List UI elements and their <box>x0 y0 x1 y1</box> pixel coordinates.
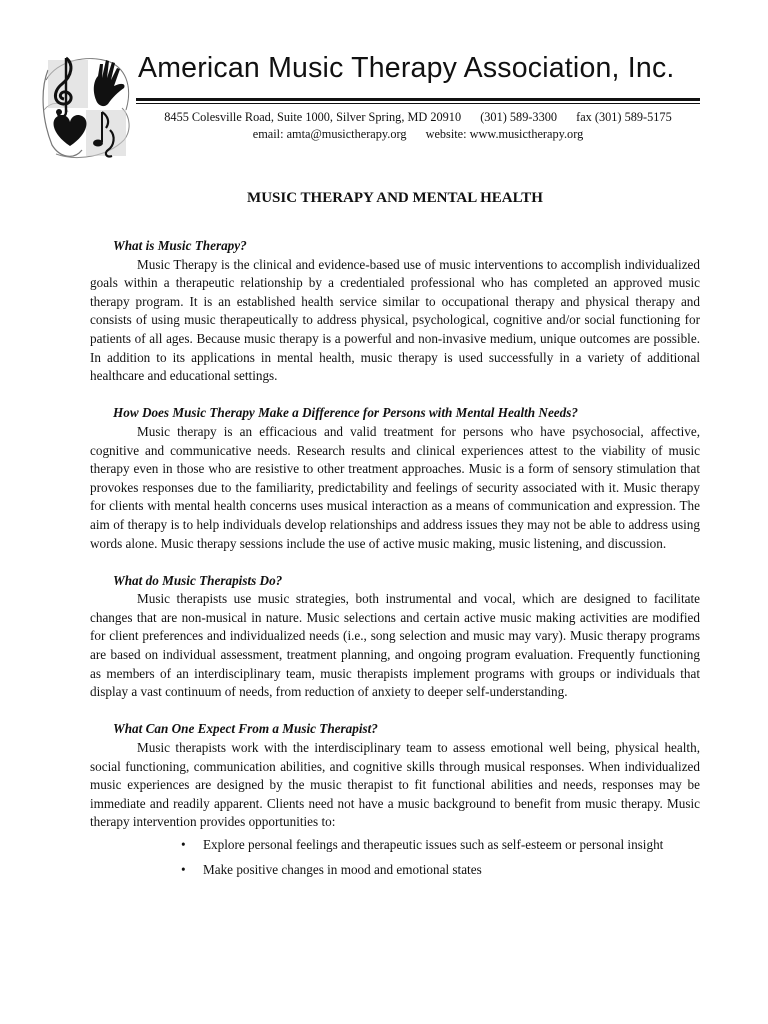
phone-number: (301) 589-3300 <box>480 110 558 124</box>
section-paragraph: Music therapists use music strategies, both instrumental and vocal, which are designed to facilitate changes that are non-musical in nature. Music selections and certain active music making activities are modified for client preferences and individualized needs (i.e., song selection and music may vary). Music therapy programs are based on individual assessment, treatment planning, and ongoing program evaluation. Frequently functioning as members of an interdisciplinary team, music therapists implement programs with groups or individuals that display a vast continuum of needs, from reduction of anxiety to deeper self-understanding. <box>90 591 700 700</box>
section-heading: What is Music Therapy? <box>113 238 247 253</box>
document-title: MUSIC THERAPY AND MENTAL HEALTH <box>247 190 543 206</box>
section-paragraph: Music Therapy is the clinical and evidence-based use of music interventions to accomplish individualized goals within a therapeutic relationship by a credentialed professional who has completed an approved music therapy program. It is an established health service similar to occupational therapy and physical therapy and consists of using music therapeutically to address physical, psychological, cognitive and/or social functioning for patients of all ages. Because music therapy is a powerful and non-invasive medium, unique outcomes are possible. In addition to its applications in mental health, music therapy is used successfully in a variety of additional healthcare and educational settings. <box>90 256 700 384</box>
amta-logo <box>38 50 134 162</box>
organization-name: American Music Therapy Association, Inc. <box>138 52 675 84</box>
header-rule-thin <box>136 103 700 104</box>
street-address: 8455 Colesville Road, Suite 1000, Silver Spring, MD 20910 <box>164 110 462 124</box>
logo-graphic <box>38 50 134 162</box>
fax-number: fax (301) 589-5175 <box>576 110 672 124</box>
section-what-is-music-therapy <box>90 237 700 386</box>
hand-icon <box>94 60 125 106</box>
list-item: • Make positive changes in mood and emotional states <box>203 861 700 880</box>
header-rule-thick <box>136 98 700 101</box>
address-line <box>136 110 700 125</box>
list-item: • Explore personal feelings and therapeutic issues such as self-esteem or personal insight <box>203 836 700 855</box>
document-body <box>90 237 700 898</box>
bullet-list <box>90 836 700 879</box>
section-paragraph: Music therapy is an efficacious and valid treatment for persons who have psychosocial, affective, cognitive and communicative needs. Research results and clinical experiences attest to the viability of music therapy even in those who are resistive to other treatment approaches. Music is a form of sensory stimulation that provokes responses due to the familiarity, predictability and feelings of security associated with it. Music therapy for clients with mental health concerns uses musical interaction as a means of communication and expression. The aim of therapy is to help individuals develop relationships and address issues they may not be able to address using words alone. Music therapy sessions include the use of active music making, music listening, and discussion. <box>90 423 700 551</box>
email-address: email: amta@musictherapy.org <box>252 127 407 141</box>
section-heading: What Can One Expect From a Music Therapist? <box>113 721 378 737</box>
website-address: website: www.musictherapy.org <box>425 127 584 141</box>
section-what-to-expect <box>90 720 700 879</box>
section-heading: What do Music Therapists Do? <box>113 572 283 588</box>
section-paragraph: Music therapists work with the interdisciplinary team to assess emotional well being, physical health, social functioning, communication abilities, and cognitive skills through musical responses. When individualized music experiences are designed by the music therapist to fit functional abilities and needs, responses may be immediate and readily apparent. Clients need not have a music background to benefit from music therapy. Music therapy intervention provides opportunities to: <box>90 740 700 830</box>
section-how-does-music-therapy-help <box>90 404 700 553</box>
heart-icon <box>54 115 87 146</box>
section-heading: How Does Music Therapy Make a Difference for Persons with Mental Health Needs? <box>113 405 578 421</box>
contact-line <box>136 127 700 142</box>
section-what-do-therapists-do <box>90 572 700 702</box>
